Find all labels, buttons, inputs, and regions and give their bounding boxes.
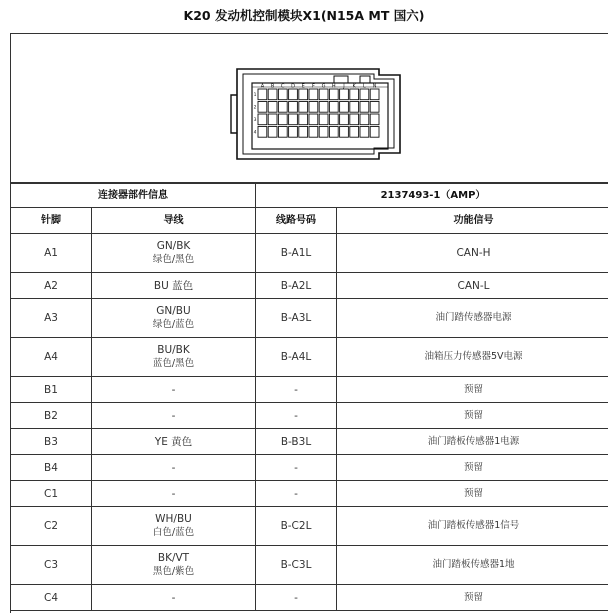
pin-cavity	[350, 127, 359, 138]
wire-color-code: BU 蓝色	[92, 279, 255, 293]
table-row	[11, 455, 608, 481]
wire-cell	[92, 481, 256, 507]
pin-cavity	[340, 102, 349, 113]
wire-cell	[92, 507, 256, 546]
column-letter: A	[261, 84, 265, 90]
pin-cell: B2	[11, 403, 92, 429]
wire-cell	[92, 455, 256, 481]
row-number: 3	[254, 117, 257, 123]
column-letter: J	[342, 84, 344, 90]
signal-cell: 油门踏传感器电源	[337, 299, 608, 338]
signal-cell: 预留	[337, 585, 608, 611]
pin-cell: B1	[11, 377, 92, 403]
pin-cavity	[289, 102, 298, 113]
pin-cavity	[360, 127, 369, 138]
header-signal: 功能信号	[337, 208, 608, 234]
wire-color-code: YE 黄色	[92, 435, 255, 449]
wire-cell	[92, 403, 256, 429]
column-letter: F	[312, 84, 315, 90]
pin-cell: B3	[11, 429, 92, 455]
pin-cavity	[299, 114, 308, 125]
column-letter: K	[353, 84, 357, 90]
header-code: 线路号码	[256, 208, 337, 234]
signal-cell: 预留	[337, 481, 608, 507]
pin-cavity	[309, 127, 318, 138]
pin-cavity	[268, 114, 277, 125]
wire-cell	[92, 234, 256, 273]
column-letter: E	[302, 84, 305, 90]
row-number: 1	[254, 92, 257, 98]
table-row	[11, 234, 608, 273]
signal-cell: 油门踏板传感器1信号	[337, 507, 608, 546]
pin-cavity	[319, 127, 328, 138]
header-wire: 导线	[92, 208, 256, 234]
pin-cavity	[278, 114, 287, 125]
circuit-code-cell: -	[256, 455, 337, 481]
pin-cell: A4	[11, 338, 92, 377]
circuit-code-cell: B-A1L	[256, 234, 337, 273]
circuit-code-cell: B-B3L	[256, 429, 337, 455]
column-letter: C	[281, 84, 285, 90]
pin-cell: C4	[11, 585, 92, 611]
signal-cell: 预留	[337, 377, 608, 403]
circuit-code-cell: -	[256, 377, 337, 403]
wire-cell	[92, 585, 256, 611]
column-letter: B	[271, 84, 275, 90]
table-row	[11, 403, 608, 429]
wire-color-code: BU/BK	[92, 343, 255, 357]
wire-cell	[92, 273, 256, 299]
connector-diagram-panel	[10, 33, 608, 183]
pin-cell: C3	[11, 546, 92, 585]
pin-cavity	[258, 114, 267, 125]
pin-cell: A1	[11, 234, 92, 273]
wire-color-name: 绿色/黑色	[92, 253, 255, 267]
pin-cavity	[319, 89, 328, 100]
pin-cavity	[370, 114, 379, 125]
pin-cavity	[329, 114, 338, 125]
pin-cavity	[360, 102, 369, 113]
pin-cavity	[289, 114, 298, 125]
pin-cell: A2	[11, 273, 92, 299]
pin-cavity	[329, 102, 338, 113]
pinout-table	[10, 183, 608, 611]
wire-cell	[92, 299, 256, 338]
signal-cell: 预留	[337, 403, 608, 429]
pin-cavity	[289, 127, 298, 138]
pin-cavity	[278, 102, 287, 113]
pin-cavity	[309, 102, 318, 113]
pin-cavity	[309, 89, 318, 100]
pin-cell: B4	[11, 455, 92, 481]
pin-cavity	[278, 127, 287, 138]
circuit-code-cell: B-C2L	[256, 507, 337, 546]
table-row	[11, 273, 608, 299]
column-letter: L	[363, 84, 366, 90]
pin-cavity	[370, 89, 379, 100]
pin-cavity	[258, 127, 267, 138]
table-row	[11, 429, 608, 455]
circuit-code-cell: -	[256, 403, 337, 429]
column-letter: H	[332, 84, 336, 90]
wire-color-code: -	[92, 383, 255, 397]
pin-cavity	[299, 127, 308, 138]
page-title: K20 发动机控制模块X1(N15A MT 国六)	[0, 6, 608, 24]
wire-color-code: -	[92, 461, 255, 475]
pin-cavity	[258, 102, 267, 113]
pin-cavity	[299, 102, 308, 113]
table-header-row	[11, 208, 608, 234]
table-row	[11, 299, 608, 338]
table-row	[11, 546, 608, 585]
pin-cell: C1	[11, 481, 92, 507]
pin-cavity	[319, 102, 328, 113]
connector-diagram	[224, 65, 416, 165]
column-letter: N	[373, 84, 377, 90]
pin-cavity	[340, 127, 349, 138]
pin-cavity	[309, 114, 318, 125]
circuit-code-cell: B-A2L	[256, 273, 337, 299]
pin-cavity	[370, 102, 379, 113]
pin-cavity	[258, 89, 267, 100]
wire-color-code: -	[92, 591, 255, 605]
column-letter: D	[291, 84, 295, 90]
pin-cavity	[370, 127, 379, 138]
wire-color-code: WH/BU	[92, 512, 255, 526]
wire-color-code: GN/BK	[92, 239, 255, 253]
wire-cell	[92, 546, 256, 585]
pin-cavity	[299, 89, 308, 100]
connector-info-label: 连接器部件信息	[11, 184, 256, 208]
pin-cavity	[350, 89, 359, 100]
pin-cavity	[278, 89, 287, 100]
table-row	[11, 585, 608, 611]
wire-cell	[92, 377, 256, 403]
wire-color-name: 蓝色/黑色	[92, 357, 255, 371]
column-letter: G	[322, 84, 326, 90]
wire-color-name: 黑色/紫色	[92, 565, 255, 579]
pin-cavity	[268, 127, 277, 138]
pin-grid	[258, 89, 379, 137]
signal-cell: CAN-L	[337, 273, 608, 299]
pin-cavity	[329, 89, 338, 100]
row-number: 4	[254, 130, 257, 136]
circuit-code-cell: -	[256, 585, 337, 611]
pin-cavity	[360, 89, 369, 100]
pin-cavity	[268, 89, 277, 100]
wire-color-code: BK/VT	[92, 551, 255, 565]
circuit-code-cell: B-C3L	[256, 546, 337, 585]
pin-cavity	[350, 102, 359, 113]
pin-cavity	[340, 114, 349, 125]
pin-cell: A3	[11, 299, 92, 338]
circuit-code-cell: -	[256, 481, 337, 507]
table-row	[11, 377, 608, 403]
pin-cavity	[289, 89, 298, 100]
row-number: 2	[254, 105, 257, 111]
connector-info-row	[11, 184, 608, 208]
signal-cell: 油门踏板传感器1地	[337, 546, 608, 585]
wire-color-name: 白色/蓝色	[92, 526, 255, 540]
pin-cavity	[268, 102, 277, 113]
header-pin: 针脚	[11, 208, 92, 234]
table-row	[11, 481, 608, 507]
wire-cell	[92, 338, 256, 377]
row-numbers	[254, 92, 257, 136]
circuit-code-cell: B-A3L	[256, 299, 337, 338]
pin-cavity	[329, 127, 338, 138]
pin-cavity	[350, 114, 359, 125]
signal-cell: 预留	[337, 455, 608, 481]
pin-cavity	[360, 114, 369, 125]
pin-cavity	[340, 89, 349, 100]
wire-color-code: -	[92, 487, 255, 501]
table-row	[11, 507, 608, 546]
pin-cell: C2	[11, 507, 92, 546]
connector-part-number: 2137493-1（AMP）	[256, 184, 608, 208]
signal-cell: CAN-H	[337, 234, 608, 273]
wire-cell	[92, 429, 256, 455]
pin-cavity	[319, 114, 328, 125]
wire-color-code: -	[92, 409, 255, 423]
signal-cell: 油门踏板传感器1电源	[337, 429, 608, 455]
wire-color-code: GN/BU	[92, 304, 255, 318]
table-row	[11, 338, 608, 377]
wire-color-name: 绿色/蓝色	[92, 318, 255, 332]
signal-cell: 油箱压力传感器5V电源	[337, 338, 608, 377]
circuit-code-cell: B-A4L	[256, 338, 337, 377]
